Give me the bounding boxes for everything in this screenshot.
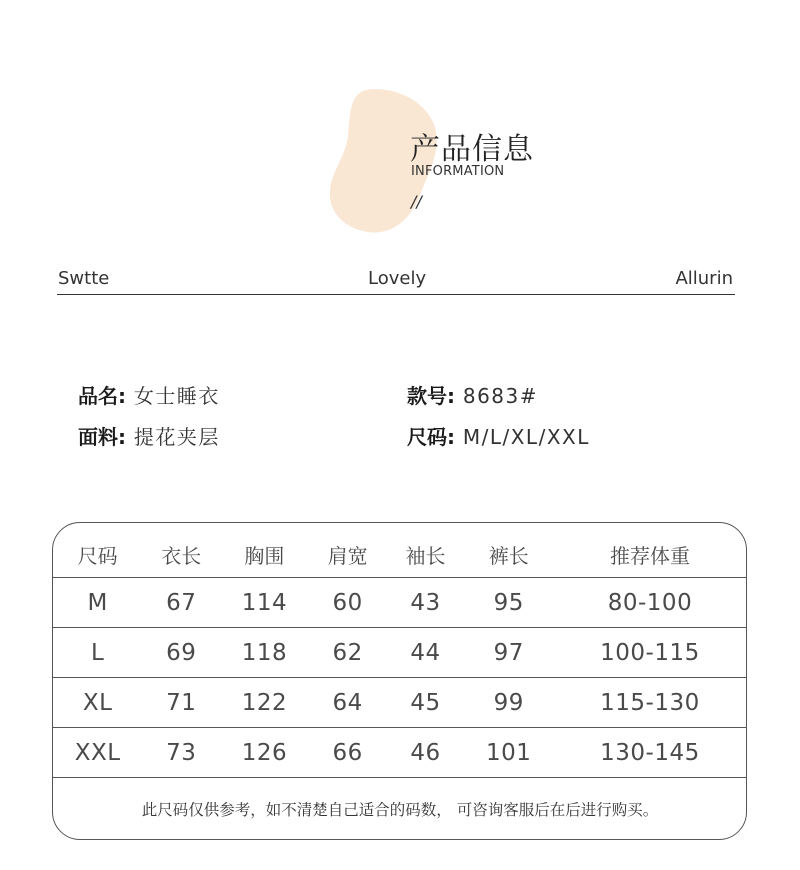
section-title: 产品信息 [410, 132, 534, 167]
size-note: 此尺码仅供参考，如不清楚自己适合的码数， 可咨询客服后在后进行购买。 [141, 801, 659, 819]
table-cell: 62 [309, 628, 387, 678]
product-name-value: 女士睡衣 [133, 384, 220, 408]
table-cell: 118 [220, 628, 308, 678]
table-cell: 44 [387, 628, 465, 678]
table-row [53, 678, 747, 728]
table-cell: 99 [464, 678, 552, 728]
fabric-value: 提花夹层 [133, 425, 220, 449]
table-cell: 69 [142, 628, 220, 678]
table-cell: 46 [387, 728, 465, 778]
style-number-value: 8683# [462, 384, 539, 408]
sizes [407, 421, 590, 450]
table-cell: 67 [142, 578, 220, 628]
sizes-value: M/L/XL/XXL [462, 425, 590, 449]
tag-right: Allurin [675, 268, 733, 289]
table-cell: 73 [142, 728, 220, 778]
table-cell: 80-100 [553, 578, 747, 628]
table-cell: 60 [309, 578, 387, 628]
tag-left: Swtte [58, 268, 110, 289]
divider-line [57, 294, 735, 295]
table-cell: L [53, 628, 142, 678]
table-cell: XL [53, 678, 142, 728]
header-pants-length: 裤长 [464, 531, 552, 578]
table-cell: 71 [142, 678, 220, 728]
header-sleeve: 袖长 [387, 531, 465, 578]
style-number [407, 380, 538, 409]
header-shoulder: 肩宽 [309, 531, 387, 578]
table-cell: 122 [220, 678, 308, 728]
size-table [53, 531, 747, 778]
table-cell: 64 [309, 678, 387, 728]
header-chest: 胸围 [220, 531, 308, 578]
tag-middle: Lovely [368, 268, 427, 289]
table-cell: 66 [309, 728, 387, 778]
fabric [78, 421, 220, 450]
header-length: 衣长 [142, 531, 220, 578]
sizes-label: 尺码: [407, 425, 455, 449]
table-cell: 95 [464, 578, 552, 628]
style-number-label: 款号: [407, 384, 455, 408]
table-row [53, 728, 747, 778]
table-cell: XXL [53, 728, 142, 778]
table-header-row [53, 531, 747, 578]
table-row [53, 578, 747, 628]
product-name [78, 380, 220, 409]
table-cell: 97 [464, 628, 552, 678]
header-weight: 推荐体重 [553, 531, 747, 578]
table-cell: 101 [464, 728, 552, 778]
table-cell: 100-115 [553, 628, 747, 678]
header-size: 尺码 [53, 531, 142, 578]
table-cell: M [53, 578, 142, 628]
title-slash-mark: // [411, 192, 422, 211]
table-row [53, 628, 747, 678]
table-cell: 130-145 [553, 728, 747, 778]
section-subtitle: INFORMATION [411, 164, 505, 179]
table-cell: 126 [220, 728, 308, 778]
product-name-label: 品名: [78, 384, 126, 408]
table-cell: 45 [387, 678, 465, 728]
table-cell: 43 [387, 578, 465, 628]
fabric-label: 面料: [78, 425, 126, 449]
table-cell: 115-130 [553, 678, 747, 728]
table-cell: 114 [220, 578, 308, 628]
